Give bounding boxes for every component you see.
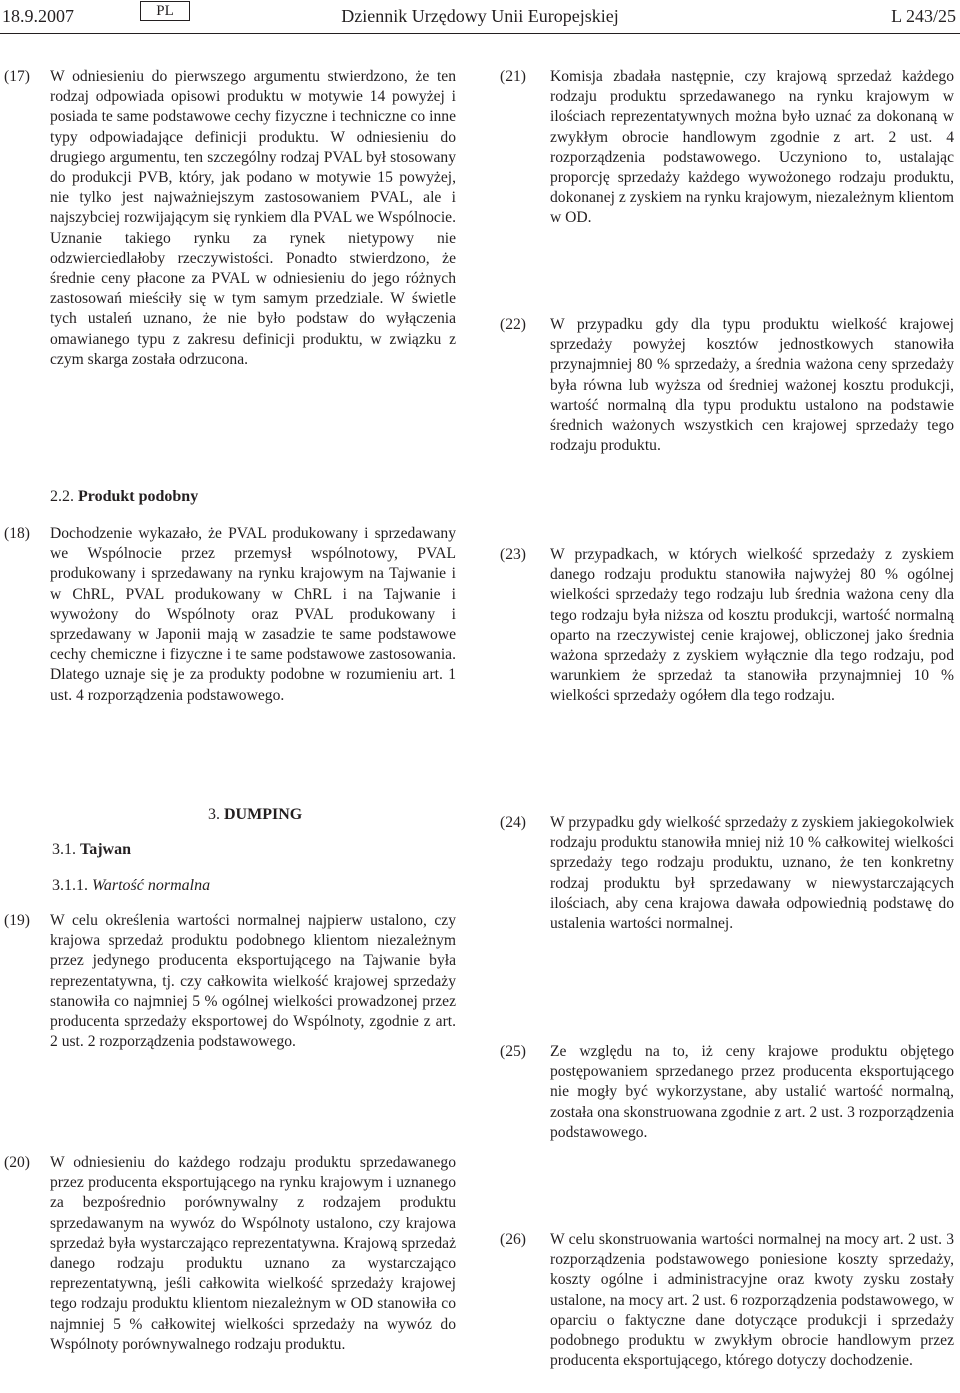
page-header: [0, 0, 960, 36]
paragraph-number: (23): [500, 546, 526, 563]
paragraph-text: W celu skonstruowania wartości normalnej na mocy art. 2 ust. 3 rozporządzenia podstawowego poniesione koszty sprzedaży, koszty ogólne i administracyjne oraz kwoty zysku zostały ustalone, na mocy art. 2 ust. 6 rozporządzenia podstawowego, w oparciu o faktyczne dane dotyczące produkcji i sprzedaży podobnego produktu w zwykłym obrocie handlowym przez producenta eksportującego, którego dotyczy dochodzenie.: [550, 1231, 954, 1370]
header-rule: [0, 33, 960, 34]
section-number: 2.2.: [50, 488, 74, 505]
paragraph-number: (22): [500, 316, 526, 333]
paragraph-text: W odniesieniu do każdego rodzaju produktu sprzedawanego przez producenta eksportującego na rynku krajowym i uznanego za bezpośrednio porównywalny z rodzajem produktu sprzedawanym na wywóz do Wspólnoty ustalono, czy krajowa sprzedaż była wystarczająco reprezentatywna. Krajową sprzedaż danego rodzaju produktu uznano za wystarczająco reprezentatywną, jeśli całkowita wielkość sprzedaży krajowej tego rodzaju produktu klientom niezależnym w OD stanowiła co najmniej 5 % całkowitej wielkości sprzedaży na wywóz do Wspólnoty porównywalnego rodzaju produktu.: [50, 1154, 456, 1353]
header-date: 18.9.2007: [2, 6, 74, 26]
paragraph-21: [500, 67, 954, 229]
paragraph-text: W odniesieniu do pierwszego argumentu stwierdzono, że ten rodzaj odpowiada opisowi produktu w motywie 14 powyżej i posiada te same podstawowe cechy fizyczne i techniczne co inne typy odpowiadające definicji produktu. W odniesieniu do drugiego argumentu, ten szczególny rodzaj PVAL był stosowany do produkcji PVB, który, jak podano w motywie 15 powyżej, nie tylko jest najważniejszym zastosowaniem PVAL, ale i najszybciej rozwijającym się rynkiem dla PVAL we Wspólnocie. Uznanie takiego rynku za rynek nietypowy nie odzwierciedlałoby rzeczywistości. Ponadto stwierdzono, że średnie ceny płacone za PVAL w odniesieniu do jego różnych zastosowań mieściły się w tym samym przedziale. W świetle tych ustaleń uznano, że nie było podstaw do wyłączenia omawianego typu z zakresu definicji produktu, w związku z czym skarga została odrzucona.: [50, 68, 456, 368]
header-language-box: PL: [140, 1, 190, 21]
section-title: DUMPING: [224, 806, 303, 823]
paragraph-text: W przypadkach, w których wielkość sprzedaży z zyskiem danego rodzaju produktu stanowiła najwyżej 80 % ogólnej wielkości sprzedaży tego rodzaju lub średnia ważona ceny dla tego rodzaju była niższa od kosztu produkcji, wartość normalną oparto na rzeczywistej cenie krajowej, obliczonej jako średnia ważona sprzedaży z zyskiem wyłącznie dla tego rodzaju, pod warunkiem że sprzedaż ta stanowiła przynajmniej 10 % wielkości sprzedaży ogółem dla tego rodzaju.: [550, 546, 954, 705]
header-page-reference: L 243/25: [891, 6, 956, 26]
section-title: Produkt podobny: [78, 488, 199, 505]
paragraph-26: [500, 1230, 954, 1371]
paragraph-number: (20): [4, 1154, 30, 1171]
paragraph-text: W przypadku gdy dla typu produktu wielkość krajowej sprzedaży powyżej kosztów jednostkowych stanowiła przynajmniej 80 % sprzedaży, a średnia ważona ceny sprzedaży była równa lub wyższa od średniej ważonej kosztu produkcji, wartość normalną dla typu produktu ustalono na podstawie średnich ważonych wszystkich cen krajowej sprzedaży tego rodzaju produktu.: [550, 316, 954, 455]
section-heading-3-1: [52, 840, 131, 860]
paragraph-number: (21): [500, 68, 526, 85]
section-number: 3.: [208, 806, 220, 823]
paragraph-number: (26): [500, 1231, 526, 1248]
section-number: 3.1.: [52, 841, 76, 858]
section-heading-3-1-1: [52, 876, 210, 896]
paragraph-23: [500, 545, 954, 707]
paragraph-text: Komisja zbadała następnie, czy krajową sprzedaż każdego rodzaju produktu sprzedawanego na rynku krajowym w ilościach reprezentatywnych można było uznać za dokonaną w zwykłym obrocie handlowym zgodnie z art. 2 ust. 4 rozporządzenia podstawowego. Uczyniono to, ustalając proporcję sprzedaży każdego wywożonego rodzaju produktu, dokonanej z zyskiem na rynku krajowym, niezależnym klientom w OD.: [550, 68, 954, 227]
paragraph-number: (19): [4, 912, 30, 929]
paragraph-25: [500, 1042, 954, 1143]
paragraph-number: (25): [500, 1043, 526, 1060]
paragraph-22: [500, 315, 954, 456]
paragraph-19: [4, 911, 456, 1052]
paragraph-number: (18): [4, 525, 30, 542]
paragraph-20: [4, 1153, 456, 1355]
section-title: Wartość normalna: [92, 877, 211, 894]
paragraph-24: [500, 813, 954, 934]
paragraph-number: (17): [4, 68, 30, 85]
paragraph-17: [4, 67, 456, 370]
paragraph-18: [4, 524, 456, 706]
section-heading-2-2: [50, 487, 198, 507]
paragraph-text: Ze względu na to, iż ceny krajowe produktu objętego postępowaniem sprzedanego przez producenta eksportującego nie mogły być wykorzystane, aby ustalić wartość normalną, została ona skonstruowana zgodnie z art. 2 ust. 3 rozporządzenia podstawowego.: [550, 1043, 954, 1141]
paragraph-text: W przypadku gdy wielkość sprzedaży z zyskiem jakiegokolwiek rodzaju produktu stanowiła mniej niż 10 % całkowitej wielkości sprzedaży tego rodzaju produktu, uznano, że ten konkretny rodzaj produktu był sprzedawany w niewystarczających ilościach, aby cena krajowa dawała odpowiednią podstawę do ustalenia wartości normalnej.: [550, 814, 954, 933]
paragraph-text: Dochodzenie wykazało, że PVAL produkowany i sprzedawany we Wspólnocie przez przemysł wspólnotowy, PVAL produkowany i sprzedawany na rynku krajowym na Tajwanie i w ChRL, PVAL produkowany w ChRL i na Tajwanie i wywożony do Wspólnoty oraz PVAL produkowany i sprzedawany w Japonii mają w zasadzie te same podstawowe cechy chemiczne i fizyczne i te same podstawowe zastosowania. Dlatego uznaje się je za produkty podobne w rozumieniu art. 1 ust. 4 rozporządzenia podstawowego.: [50, 525, 456, 704]
header-journal-title: Dziennik Urzędowy Unii Europejskiej: [341, 6, 619, 26]
section-title: Tajwan: [80, 841, 131, 858]
paragraph-text: W celu określenia wartości normalnej najpierw ustalono, czy krajowa sprzedaż produktu podobnego klientom niezależnym przez jedynego producenta eksportującego na Tajwanie była reprezentatywna, tj. czy całkowita wielkość krajowej sprzedaży stanowiła co najmniej 5 % ogólnej wielkości prowadzonej przez producenta sprzedaży eksportowej do Wspólnoty, zgodnie z art. 2 ust. 2 rozporządzenia podstawowego.: [50, 912, 456, 1051]
paragraph-number: (24): [500, 814, 526, 831]
section-heading-3: [208, 805, 302, 825]
section-number: 3.1.1.: [52, 877, 88, 894]
